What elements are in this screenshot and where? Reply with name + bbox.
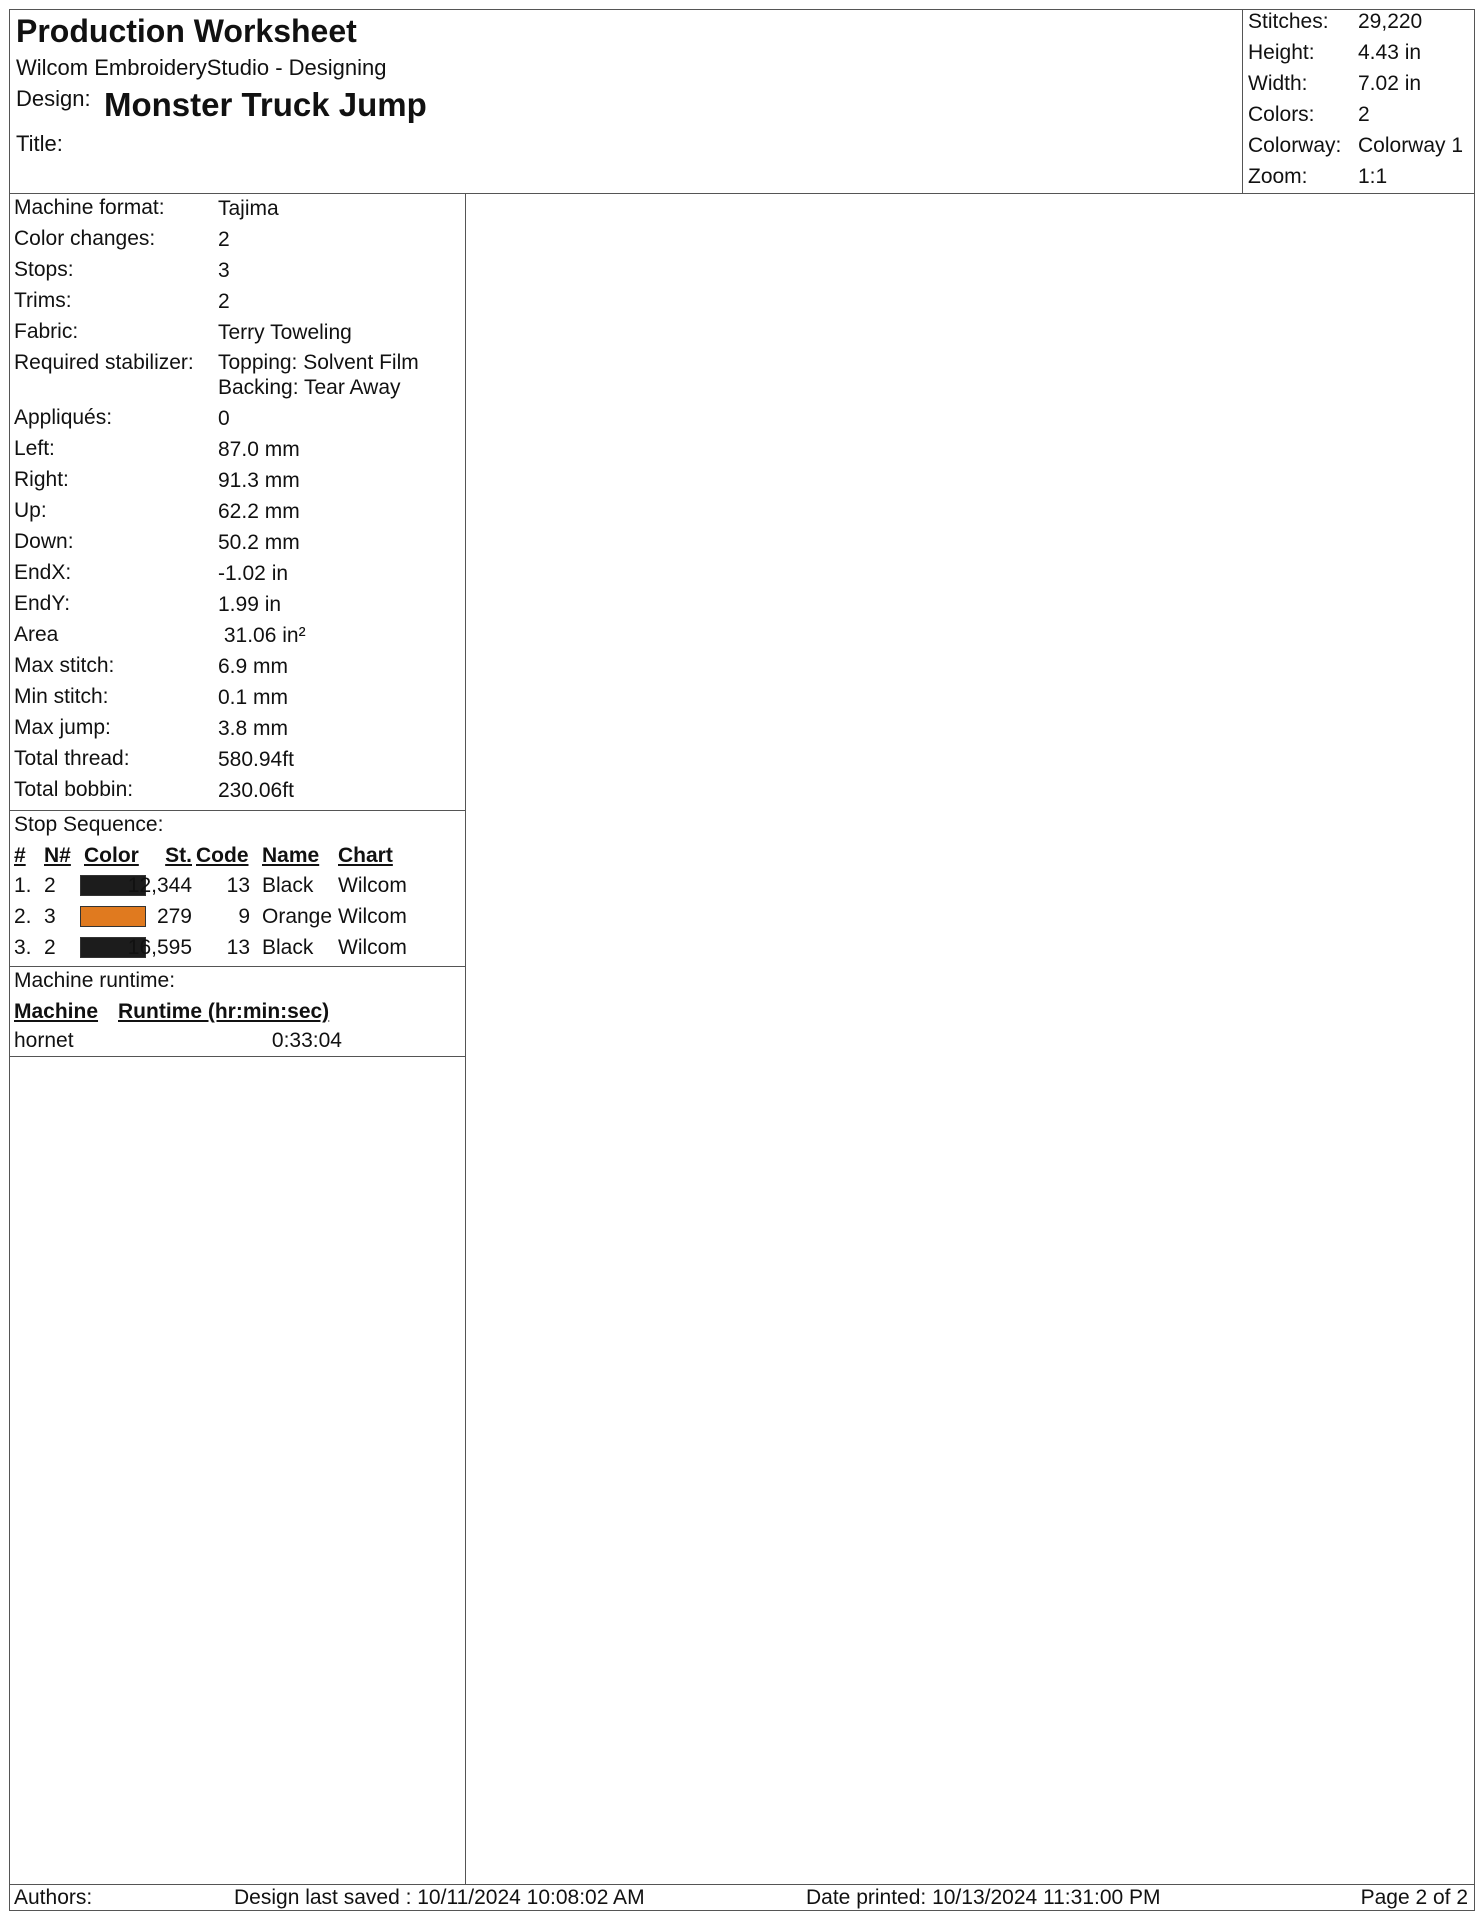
stat-key: Stitches:: [1248, 10, 1329, 33]
footer-last-saved: Design last saved : 10/11/2024 10:08:02 AM: [234, 1886, 645, 1909]
section-divider: [10, 1056, 465, 1057]
prop-key: Area: [14, 623, 59, 646]
prop-key: Up:: [14, 499, 47, 522]
prop-key: Trims:: [14, 289, 72, 312]
stat-value: 1:1: [1358, 165, 1388, 188]
machine-runtime-value: 0:33:04: [271, 1029, 342, 1052]
design-stats-panel: [1242, 10, 1474, 194]
stop-code: 13: [226, 936, 250, 959]
prop-value: 3: [218, 259, 230, 282]
prop-value: Topping: Solvent Film: [218, 351, 419, 374]
prop-value: 580.94ft: [218, 748, 294, 771]
prop-key: EndX:: [14, 561, 72, 584]
machine-name: hornet: [14, 1029, 74, 1052]
prop-value: Tajima: [218, 197, 279, 220]
section-divider: [10, 810, 465, 811]
col-header-runtime: Runtime (hr:min:sec): [118, 1000, 330, 1023]
prop-key: Max stitch:: [14, 654, 115, 677]
design-label: Design:: [16, 86, 91, 111]
stat-key: Width:: [1248, 72, 1308, 95]
stat-key: Zoom:: [1248, 165, 1308, 188]
worksheet-page: [9, 9, 1475, 1911]
prop-key: Required stabilizer:: [14, 351, 194, 374]
stop-chart: Wilcom: [338, 905, 407, 928]
stat-value: 4.43 in: [1358, 41, 1422, 64]
col-header-needle: N#: [44, 844, 71, 867]
prop-key: Fabric:: [14, 320, 79, 343]
prop-value: 230.06ft: [218, 779, 294, 802]
stat-key: Colorway:: [1248, 134, 1342, 157]
prop-value: 50.2 mm: [218, 531, 300, 554]
prop-key: Max jump:: [14, 716, 111, 739]
stop-number: 1.: [14, 874, 32, 897]
stat-value: 7.02 in: [1358, 72, 1422, 95]
prop-value: 31.06 in²: [218, 624, 306, 647]
stop-number: 3.: [14, 936, 32, 959]
stop-number: 2.: [14, 905, 32, 928]
prop-value: 91.3 mm: [218, 469, 300, 492]
worksheet-header: [10, 10, 1474, 194]
stop-chart: Wilcom: [338, 874, 407, 897]
stop-needle: 3: [44, 905, 56, 928]
stat-value: 2: [1358, 103, 1370, 126]
prop-key: Color changes:: [14, 227, 156, 250]
stop-sequence-title: Stop Sequence:: [14, 813, 164, 836]
prop-value: 3.8 mm: [218, 717, 289, 740]
col-header-machine: Machine: [14, 1000, 99, 1023]
stat-value: 29,220: [1358, 10, 1423, 33]
section-divider: [10, 966, 465, 967]
col-header-stitches: St.: [165, 844, 192, 867]
prop-key: Left:: [14, 437, 55, 460]
stop-needle: 2: [44, 936, 56, 959]
col-header-code: Code: [196, 844, 249, 867]
col-header-number: #: [14, 844, 26, 867]
stop-thread-name: Orange: [262, 905, 333, 928]
stat-value: Colorway 1: [1358, 134, 1464, 157]
prop-value: 2: [218, 290, 230, 313]
prop-key: EndY:: [14, 592, 71, 615]
prop-key: Down:: [14, 530, 74, 553]
stop-chart: Wilcom: [338, 936, 407, 959]
prop-value: Terry Toweling: [218, 321, 352, 344]
machine-runtime-title: Machine runtime:: [14, 969, 176, 992]
col-header-name: Name: [262, 844, 320, 867]
stop-thread-name: Black: [262, 936, 314, 959]
col-header-chart: Chart: [338, 844, 393, 867]
prop-key: Appliqués:: [14, 406, 113, 429]
stat-key: Colors:: [1248, 103, 1315, 126]
prop-key: Total thread:: [14, 747, 130, 770]
prop-key: Machine format:: [14, 196, 165, 219]
col-header-color: Color: [84, 844, 139, 867]
prop-key: Stops:: [14, 258, 74, 281]
footer-authors: Authors:: [14, 1886, 93, 1909]
prop-key: Right:: [14, 468, 69, 491]
stop-needle: 2: [44, 874, 56, 897]
footer-page-number: Page 2 of 2: [1360, 1886, 1468, 1909]
prop-key: Total bobbin:: [14, 778, 134, 801]
page-title: Production Worksheet: [16, 13, 357, 49]
stop-stitches: 16,595: [127, 936, 192, 959]
stat-key: Height:: [1248, 41, 1315, 64]
design-properties-column: [10, 194, 466, 1884]
prop-value: 0.1 mm: [218, 686, 289, 709]
stop-stitches: 12,344: [127, 874, 192, 897]
footer-date-printed: Date printed: 10/13/2024 11:31:00 PM: [806, 1886, 1161, 1909]
design-name: Monster Truck Jump: [104, 86, 427, 123]
prop-value: 6.9 mm: [218, 655, 289, 678]
stop-code: 13: [226, 874, 250, 897]
prop-value: 87.0 mm: [218, 438, 300, 461]
prop-value: 1.99 in: [218, 593, 282, 616]
prop-value: 2: [218, 228, 230, 251]
prop-value: 0: [218, 407, 230, 430]
stop-thread-name: Black: [262, 874, 314, 897]
prop-value: -1.02 in: [218, 562, 289, 585]
title-label: Title:: [16, 131, 63, 156]
application-subtitle: Wilcom EmbroideryStudio - Designing: [16, 55, 387, 80]
stop-stitches: 279: [156, 905, 192, 928]
prop-value: 62.2 mm: [218, 500, 300, 523]
worksheet-footer: [10, 1884, 1474, 1910]
prop-value-secondary: Backing: Tear Away: [218, 376, 401, 399]
stop-code: 9: [238, 905, 250, 928]
prop-key: Min stitch:: [14, 685, 109, 708]
